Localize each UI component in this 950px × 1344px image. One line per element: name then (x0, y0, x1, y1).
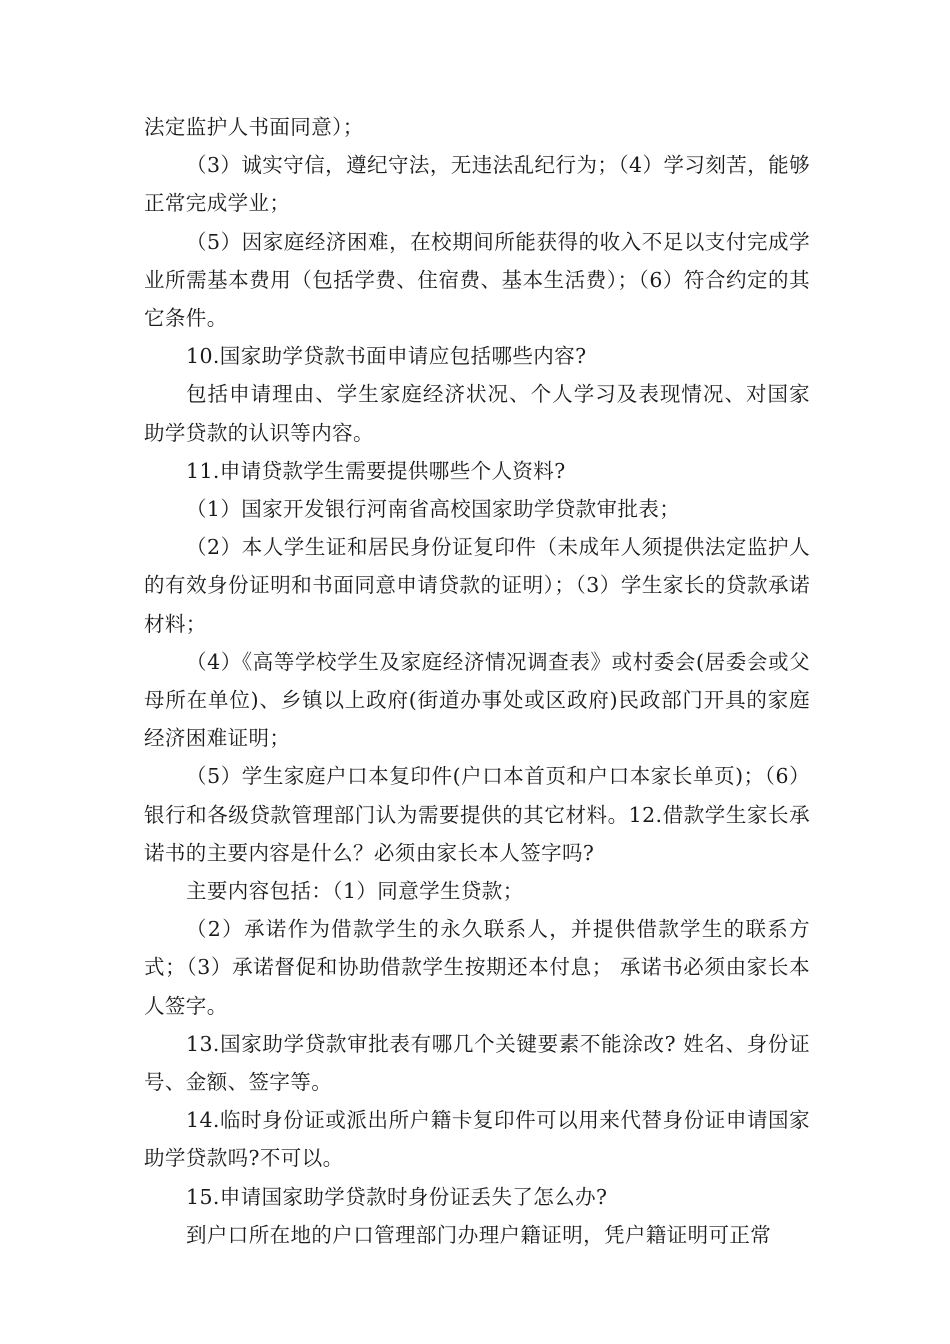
answer-12-items: （2）承诺作为借款学生的永久联系人，并提供借款学生的联系方式；（3）承诺督促和协助借款学生按期还本付息； 承诺书必须由家长本人签字。 (144, 917, 810, 1018)
answer-11-item-2-3: （2）本人学生证和居民身份证复印件（未成年人须提供法定监护人的有效身份证明和书面同意申请贷款的证明）；（3）学生家长的贷款承诺材料； (144, 535, 810, 636)
answer-11-item-5-6-question-12: （5）学生家庭户口本复印件(户口本首页和户口本家长单页)；（6）银行和各级贷款管理部门认为需要提供的其它材料。12.借款学生家长承诺书的主要内容是什么？必须由家长本人签字吗? (144, 764, 810, 865)
paragraph-condition-5-6: （5）因家庭经济困难，在校期间所能获得的收入不足以支付完成学业所需基本费用（包括学费、住宿费、基本生活费）；（6）符合约定的其它条件。 (144, 229, 810, 331)
answer-11-item-4: （4）《高等学校学生及家庭经济情况调查表》或村委会(居委会或父 母所在单位)、乡镇以上政府(街道办事处或区政府)民政部门开具的家庭经济困难证明； (144, 649, 810, 751)
answer-10: 包括申请理由、学生家庭经济状况、个人学习及表现情况、对国家助学贷款的认识等内容。 (144, 382, 810, 445)
question-answer-13: 13.国家助学贷款审批表有哪几个关键要素不能涂改? 姓名、身份证号、金额、签字等。 (144, 1031, 810, 1095)
answer-11-item-1: （1）国家开发银行河南省高校国家助学贷款审批表； (186, 497, 681, 522)
paragraph-condition-3-4: （3）诚实守信，遵纪守法，无违法乱纪行为；（4）学习刻苦，能够正常完成学业； (144, 153, 810, 216)
answer-12-intro: 主要内容包括：（1）同意学生贷款； (186, 879, 524, 904)
question-11: 11.申请贷款学生需要提供哪些个人资料? (186, 458, 566, 483)
paragraph-guardian-consent: 法定监护人书面同意）； (144, 115, 364, 139)
question-10: 10.国家助学贷款书面申请应包括哪些内容? (186, 344, 587, 369)
question-answer-14: 14.临时身份证或派出所户籍卡复印件可以用来代替身份证申请国家助学贷款吗?不可以。 (144, 1108, 810, 1171)
question-15: 15.申请国家助学贷款时身份证丢失了怎么办? (186, 1184, 608, 1209)
document-page (144, 108, 810, 1254)
answer-15: 到户口所在地的户口管理部门办理户籍证明，凭户籍证明可正常 (186, 1222, 772, 1247)
